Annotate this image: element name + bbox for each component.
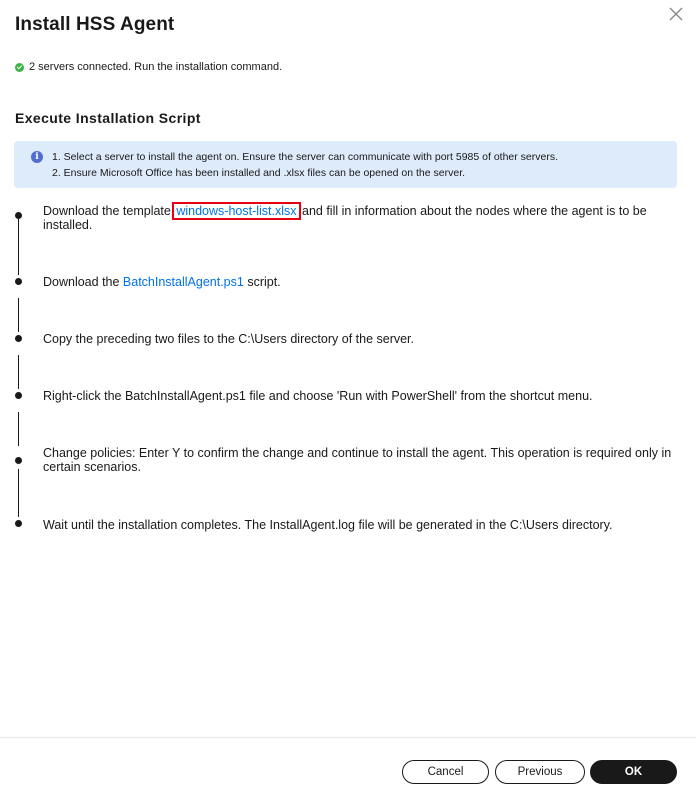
- timeline-connector: [18, 298, 19, 332]
- step-dot: [15, 457, 22, 464]
- step-1: [43, 204, 683, 232]
- check-circle-icon: [15, 63, 24, 72]
- footer-divider: [0, 737, 696, 738]
- windows-host-list-link[interactable]: windows-host-list.xlsx: [176, 204, 297, 218]
- dialog-title: Install HSS Agent: [15, 14, 175, 35]
- connection-status-text: 2 servers connected. Run the installation command.: [29, 61, 283, 73]
- info-line-2: 2. Ensure Microsoft Office has been installed and .xlsx files can be opened on the server.: [52, 167, 466, 179]
- info-icon: i: [31, 151, 43, 163]
- step-1-text-after: and fill in information about the nodes where the agent is to be installed.: [43, 204, 647, 232]
- step-dot: [15, 392, 22, 399]
- section-title: Execute Installation Script: [15, 110, 201, 126]
- step-1-text-before: Download the template: [43, 204, 175, 218]
- step-dot: [15, 335, 22, 342]
- step-dot: [15, 212, 22, 219]
- connection-status: [15, 61, 282, 73]
- previous-button[interactable]: Previous: [495, 760, 585, 784]
- step-4: Right-click the BatchInstallAgent.ps1 file and choose 'Run with PowerShell' from the shortcut menu.: [43, 389, 593, 403]
- step-5: Change policies: Enter Y to confirm the change and continue to install the agent. This operation is required only in certain scenarios.: [43, 446, 672, 474]
- timeline-connector: [18, 469, 19, 517]
- close-icon[interactable]: [666, 4, 686, 24]
- step-2: [43, 275, 683, 289]
- timeline-connector: [18, 412, 19, 446]
- step-6: Wait until the installation completes. The InstallAgent.log file will be generated in the C:\Users directory.: [43, 518, 613, 532]
- timeline-connector: [18, 355, 19, 389]
- ok-button[interactable]: OK: [590, 760, 677, 784]
- step-2-text-after: script.: [243, 275, 281, 289]
- batch-install-agent-link[interactable]: BatchInstallAgent.ps1: [122, 275, 244, 289]
- step-2-text-before: Download the: [43, 275, 123, 289]
- step-dot: [15, 520, 22, 527]
- info-notice: [14, 141, 677, 188]
- timeline-connector: [18, 219, 19, 275]
- step-3: Copy the preceding two files to the C:\Users directory of the server.: [43, 332, 415, 346]
- info-line-1: 1. Select a server to install the agent on. Ensure the server can communicate with port 5985 of other servers.: [52, 151, 559, 163]
- cancel-button[interactable]: Cancel: [402, 760, 489, 784]
- step-dot: [15, 278, 22, 285]
